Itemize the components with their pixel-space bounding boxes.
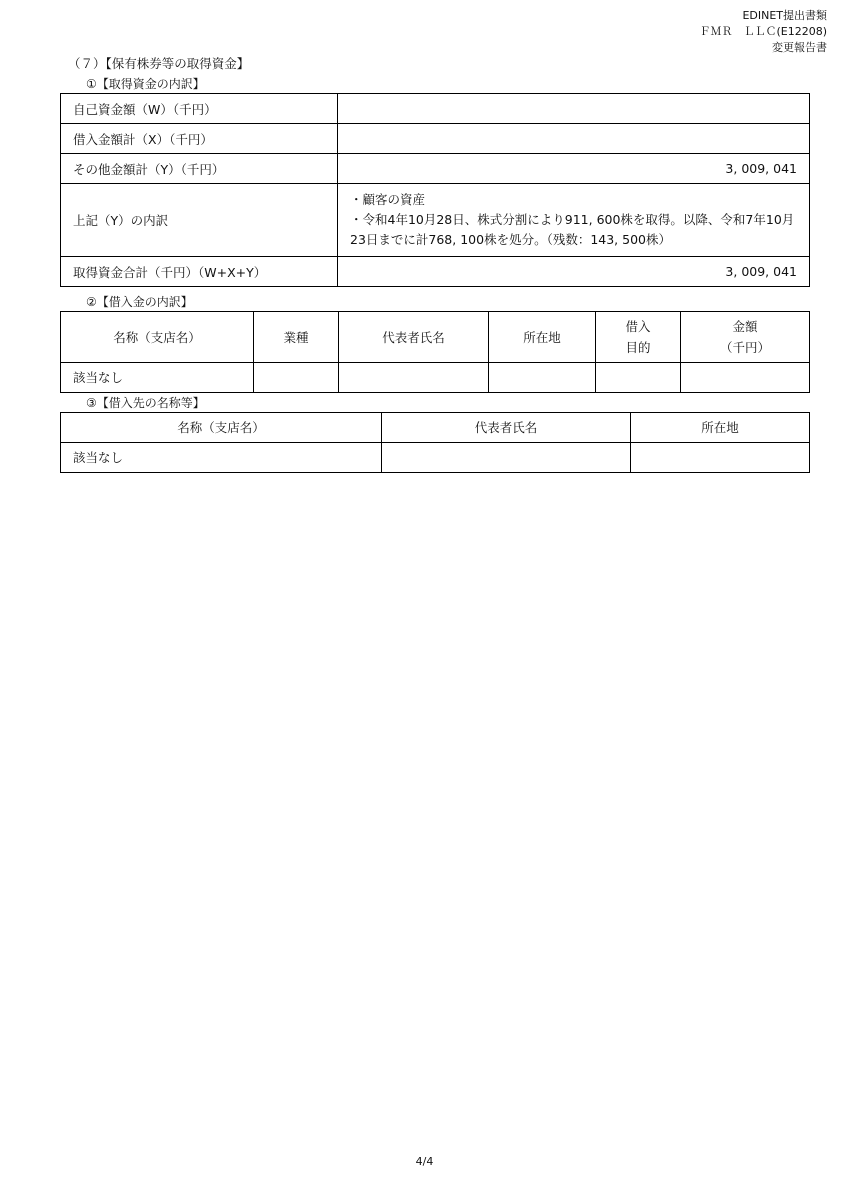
empty-cell	[596, 363, 681, 393]
table-row	[61, 257, 810, 287]
borrowed-funds-label: 借入金額計（X）（千円）	[61, 124, 338, 154]
lender-names-table	[60, 412, 810, 473]
table-header-row	[61, 312, 810, 363]
total-funds-label: 取得資金合計（千円）（W+X+Y）	[61, 257, 338, 287]
borrowed-funds-value	[338, 124, 810, 154]
table-row	[61, 94, 810, 124]
column-header-name: 名称（支店名）	[61, 312, 254, 363]
other-funds-value: 3, 009, 041	[338, 154, 810, 184]
page-number: 4/4	[415, 1155, 434, 1168]
funds-breakdown-title: ①【取得資金の内訳】	[86, 77, 205, 91]
header-line: 金額	[732, 319, 758, 334]
empty-cell	[339, 363, 489, 393]
empty-cell	[254, 363, 339, 393]
own-funds-value	[338, 94, 810, 124]
document-type: 変更報告書	[772, 41, 827, 54]
empty-cell	[382, 443, 631, 473]
column-header-industry: 業種	[254, 312, 339, 363]
header-line: 目的	[625, 340, 651, 355]
loan-name-cell: 該当なし	[61, 363, 254, 393]
table-row	[61, 443, 810, 473]
column-header-name: 名称（支店名）	[61, 413, 382, 443]
empty-cell	[631, 443, 810, 473]
table-header-row	[61, 413, 810, 443]
y-breakdown-detail	[338, 184, 810, 257]
section-title: （７）【保有株券等の取得資金】	[68, 56, 250, 71]
column-header-location: 所在地	[489, 312, 596, 363]
y-breakdown-line: ・令和4年10月28日、株式分割により911, 600株を取得。以降、令和7年10月23日までに計768, 100株を処分。（残数：143, 500株）	[350, 212, 795, 247]
filing-type: EDINET提出書類	[742, 9, 827, 22]
header-line: （千円）	[719, 340, 770, 355]
y-breakdown-label: 上記（Y）の内訳	[61, 184, 338, 257]
table-row	[61, 124, 810, 154]
own-funds-label: 自己資金額（W）（千円）	[61, 94, 338, 124]
column-header-representative: 代表者氏名	[382, 413, 631, 443]
total-funds-value: 3, 009, 041	[338, 257, 810, 287]
empty-cell	[681, 363, 810, 393]
column-header-location: 所在地	[631, 413, 810, 443]
y-breakdown-line: ・顧客の資産	[350, 192, 426, 207]
loan-breakdown-title: ②【借入金の内訳】	[86, 295, 193, 309]
document-header	[699, 8, 827, 56]
loan-breakdown-table	[60, 311, 810, 393]
table-row	[61, 154, 810, 184]
empty-cell	[489, 363, 596, 393]
column-header-purpose	[596, 312, 681, 363]
table-row	[61, 184, 810, 257]
filer-name: ＦＭＲ ＬＬＣ(E12208)	[699, 25, 827, 38]
other-funds-label: その他金額計（Y）（千円）	[61, 154, 338, 184]
lender-name-cell: 該当なし	[61, 443, 382, 473]
table-row	[61, 363, 810, 393]
column-header-representative: 代表者氏名	[339, 312, 489, 363]
header-line: 借入	[625, 319, 651, 334]
column-header-amount	[681, 312, 810, 363]
lender-names-title: ③【借入先の名称等】	[86, 396, 205, 410]
funds-breakdown-table	[60, 93, 810, 287]
